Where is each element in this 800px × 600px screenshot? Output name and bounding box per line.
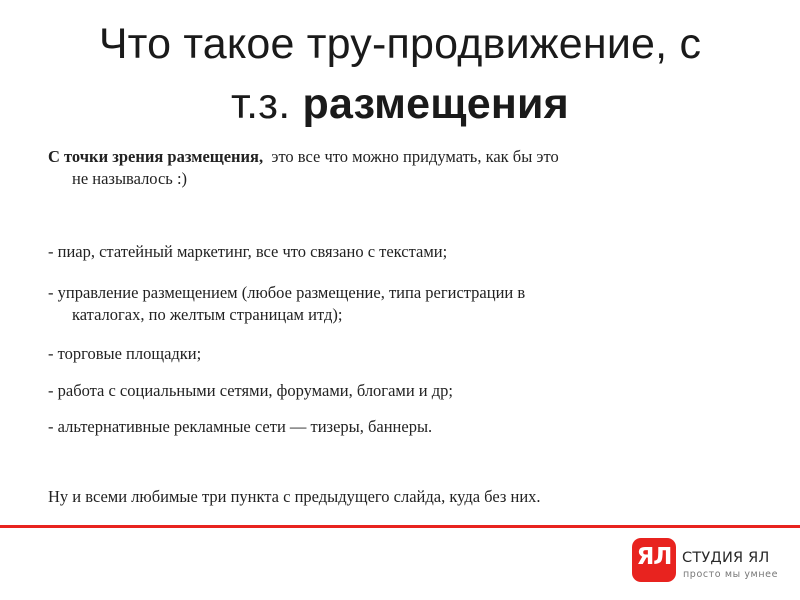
list-item-text: - альтернативные рекламные сети — тизеры, баннеры. xyxy=(48,417,433,436)
list-item xyxy=(48,380,453,402)
intro-bold-text: С точки зрения размещения, xyxy=(48,147,264,166)
intro-paragraph xyxy=(48,146,559,190)
title-prefix: т.з. xyxy=(231,80,291,128)
list-item-text: - пиар, статейный маркетинг, все что связано с текстами; xyxy=(48,242,448,261)
intro-text-line-2: не называлось :) xyxy=(72,169,188,188)
outro-paragraph xyxy=(48,486,541,508)
title-emphasis: размещения xyxy=(302,80,569,128)
list-item xyxy=(48,282,525,326)
list-item-text-continued: каталогах, по желтым страницам итд); xyxy=(72,305,343,324)
intro-text-line-1: это все что можно придумать, как бы это xyxy=(271,147,559,166)
logo-name: СТУДИЯ ЯЛ xyxy=(682,550,770,566)
outro-text: Ну и всеми любимые три пункта с предыдущего слайда, куда без них. xyxy=(48,487,541,506)
slide-title xyxy=(30,14,770,134)
list-item-text: - управление размещением (любое размещение, типа регистрации в xyxy=(48,283,526,302)
title-line-1: Что такое тру-продвижение, с xyxy=(98,20,702,68)
studio-logo xyxy=(632,538,792,586)
footer-divider xyxy=(0,525,800,528)
list-item xyxy=(48,416,432,438)
list-item xyxy=(48,241,447,263)
list-item xyxy=(48,343,201,365)
list-item-text: - торговые площадки; xyxy=(48,344,202,363)
logo-mark-text: ЯЛ xyxy=(636,544,672,570)
title-line-2 xyxy=(30,74,770,134)
logo-tagline: просто мы умнее xyxy=(683,569,779,580)
logo-mark-icon xyxy=(632,538,676,582)
list-item-text: - работа с социальными сетями, форумами, блогами и др; xyxy=(48,381,453,400)
